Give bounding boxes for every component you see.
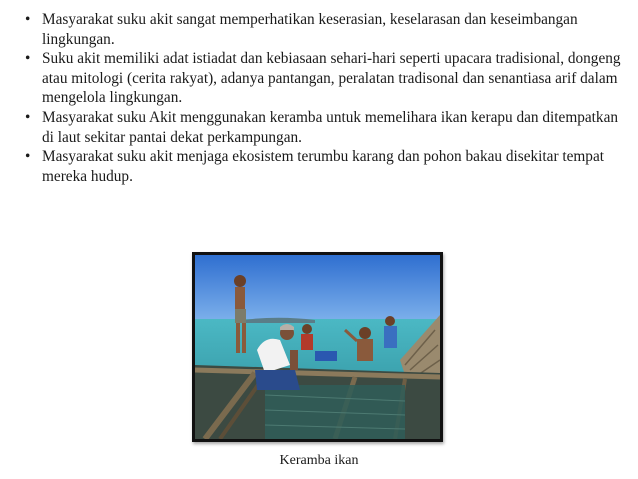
bullet-list (22, 10, 622, 186)
photo-caption: Keramba ikan (279, 453, 359, 468)
bullet-item (22, 49, 622, 108)
keramba-photo (192, 252, 443, 442)
bullet-item (22, 108, 622, 147)
bullet-text: Masyarakat suku akit sangat memperhatikan keserasian, keselarasan dan keseimbangan lingkungan. (42, 11, 578, 48)
bullet-icon: • (25, 11, 31, 28)
bullet-text: Suku akit memiliki adat istiadat dan kebiasaan sehari-hari seperti upacara tradisional, dongeng atau mitologi (cerita rakyat), adanya pantangan, peralatan tradisonal dan senantiasa arif dalam mengelola lingkungan. (42, 50, 621, 107)
keramba-photo-image (195, 255, 440, 439)
bullet-item (22, 10, 622, 49)
bullet-icon: • (25, 50, 31, 68)
bullet-text: Masyarakat suku Akit menggunakan keramba untuk memelihara ikan kerapu dan ditempatkan di laut sekitar pantai dekat perkampungan. (42, 108, 619, 146)
bullet-text: Masyarakat suku akit menjaga ekosistem terumbu karang dan pohon bakau disekitar tempat mereka hudup. (42, 148, 604, 185)
bullet-icon: • (25, 108, 31, 126)
bullet-item (22, 147, 622, 186)
bullet-icon: • (25, 148, 31, 166)
